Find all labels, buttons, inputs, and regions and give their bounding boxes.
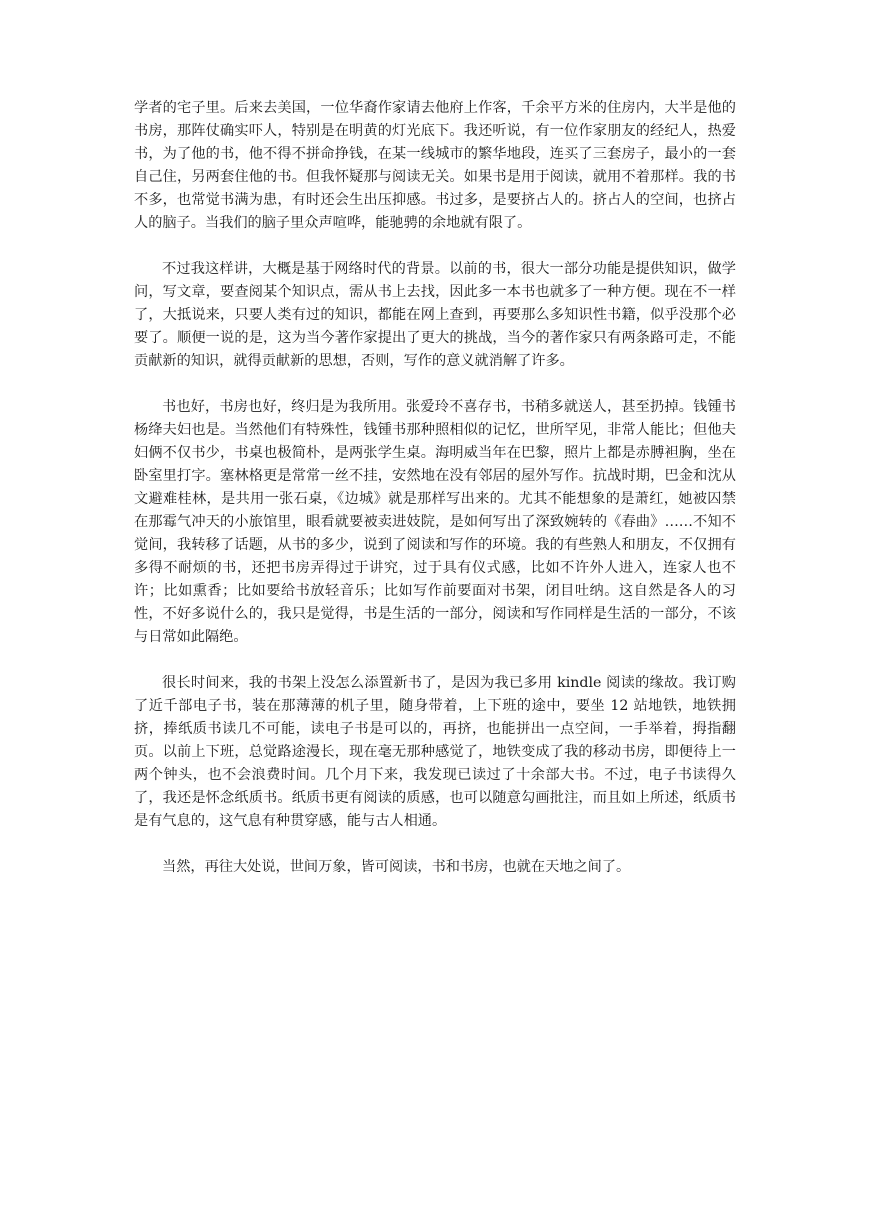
article-body — [134, 97, 736, 902]
paragraph-4: 很长时间来，我的书架上没怎么添置新书了，是因为我已多用 kindle 阅读的缘故。我订购了近千部电子书，装在那薄薄的机子里，随身带着，上下班的途中，要坐 12 站地铁，地铁拥挤，捧纸质书读几不可能，读电子书是可以的，再挤，也能拼出一点空间，一手举着，拇指翻页。以前上下班，总觉路途漫长，现在毫无那种感觉了，地铁变成了我的移动书房，即便待上一两个钟头，也不会浪费时间。几个月下来，我发现已读过了十余部大书。不过，电子书读得久了，我还是怀念纸质书。纸质书更有阅读的质感，也可以随意勾画批注，而且如上所述，纸质书是有气息的，这气息有种贯穿感，能与古人相通。 — [134, 675, 736, 829]
paragraph-3: 书也好，书房也好，终归是为我所用。张爱玲不喜存书，书稍多就送人，甚至扔掉。钱锺书杨绛夫妇也是。当然他们有特殊性，钱锺书那种照相似的记忆，世所罕见，非常人能比；但他夫妇俩不仅书少，书桌也极简朴，是两张学生桌。海明威当年在巴黎，照片上都是赤膊袒胸，坐在卧室里打字。塞林格更是常常一丝不挂，安然地在没有邻居的屋外写作。抗战时期，巴金和沈从文避难桂林，是共用一张石桌，《边城》就是那样写出来的。尤其不能想象的是萧红，她被囚禁在那霉气冲天的小旅馆里，眼看就要被卖进妓院，是如何写出了深致婉转的《春曲》……不知不觉间，我转移了话题，从书的多少，说到了阅读和写作的环境。我的有些熟人和朋友，不仅拥有多得不耐烦的书，还把书房弄得过于讲究，过于具有仪式感，比如不许外人进入，连家人也不许；比如熏香；比如要给书放轻音乐；比如写作前要面对书架，闭目吐纳。这自然是各人的习性，不好多说什么的，我只是觉得，书是生活的一部分，阅读和写作同样是生活的一部分，不该与日常如此隔绝。 — [134, 399, 736, 645]
paragraph-2: 不过我这样讲，大概是基于网络时代的背景。以前的书，很大一部分功能是提供知识，做学问，写文章，要查阅某个知识点，需从书上去找，因此多一本书也就多了一种方便。现在不一样了，大抵说来，只要人类有过的知识，都能在网上查到，再要那么多知识性书籍，似乎没那个必要了。顺便一说的是，这为当今著作家提出了更大的挑战，当今的著作家只有两条路可走，不能贡献新的知识，就得贡献新的思想，否则，写作的意义就消解了许多。 — [134, 261, 736, 369]
paragraph-5: 当然，再往大处说，世间万象，皆可阅读，书和书房，也就在天地之间了。 — [162, 859, 631, 875]
paragraph-1: 学者的宅子里。后来去美国，一位华裔作家请去他府上作客，千余平方米的住房内，大半是他的书房，那阵仗确实吓人，特别是在明黄的灯光底下。我还听说，有一位作家朋友的经纪人，热爱书，为了他的书，他不得不拼命挣钱，在某一线城市的繁华地段，连买了三套房子，最小的一套自己住，另两套住他的书。但我怀疑那与阅读无关。如果书是用于阅读，就用不着那样。我的书不多，也常觉书满为患，有时还会生出压抑感。书过多，是要挤占人的。挤占人的空间，也挤占人的脑子。当我们的脑子里众声喧哗，能驰骋的余地就有限了。 — [134, 100, 736, 231]
